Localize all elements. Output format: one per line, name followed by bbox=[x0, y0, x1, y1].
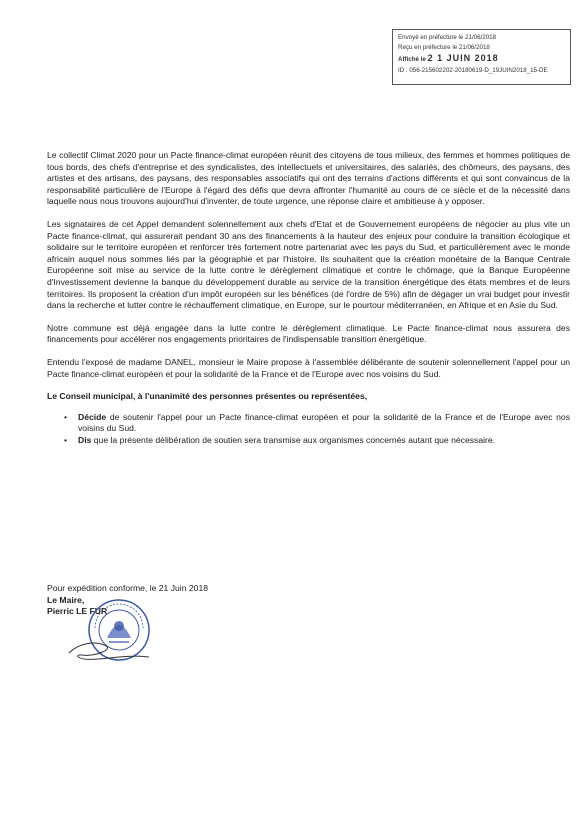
decision-list bbox=[47, 412, 570, 447]
list-item-decide bbox=[78, 412, 570, 435]
stamp-sent-line: Envoyé en préfecture le 21/06/2018 bbox=[398, 34, 497, 41]
paragraph-collectif: Le collectif Climat 2020 pour un Pacte finance-climat européen réunit des citoyens de tous milieux, des femmes et hommes politiques de tous bords, des chefs d'entreprise et des syndicalistes, des intellectuels et universitaires, des salariés, des chômeurs, des paysans, des artistes et des artisans, des paysans, des responsables associatifs qui ont des terrains d'actions différents et qui sont convaincus de la responsabilité particulière de l'Europe à l'égard des défis que devra affronter l'humanité au cours de ce siècle et de la nécessité dans laquelle nous nous trouvons aujourd'hui d'inventer, de toute urgence, une réponse claire et ambitieuse à y opposer. bbox=[47, 150, 570, 207]
stamp-received-line: Reçu en préfecture le 21/06/2018 bbox=[398, 44, 490, 52]
stamp-posted-label: Affiché le bbox=[398, 56, 426, 64]
item-text: de soutenir l'appel pour un Pacte finance-climat européen et pour la solidarité de la France et de l'Europe avec nos voisins du Sud. bbox=[78, 411, 570, 434]
paragraph-signataires: Les signataires de cet Appel demandent solennellement aux chefs d'Etat et de Gouvernement européens de négocier au plus vite un Pacte finance-climat, qui assurerait pendant 30 ans des financements à la hauteur des enjeux pour conduire la transition écologique et solidaire sur le territoire européen et renforcer très fortement notre partenariat avec les pays du Sud, et particulièrement avec le monde africain auquel nous sommes liés par la géographie et par l'histoire. Ils souhaitent que la création monétaire de la Banque Centrale Européenne soit mise au service de la lutte contre le dérèglement climatique et contre le chômage, que la Banque Européenne d'Investissement devienne la banque du développement durable au service de la transition énergétique des états membres et de leurs territoires. Ils proposent la création d'un impôt européen sur les bénéfices (de l'ordre de 5%) afin de dégager un vrai budget pour investir dans la recherche et lutter contre le réchauffement climatique, en Europe, sur le pourtour méditerranéen, en Afrique et en Asie du Sud. bbox=[47, 218, 570, 311]
decision-heading: Le Conseil municipal, à l'unanimité des personnes présentes ou représentées, bbox=[47, 391, 368, 402]
stamp-posted-line bbox=[398, 53, 570, 65]
paragraph-commune: Notre commune est déjà engagée dans la lutte contre le dérèglement climatique. Le Pacte finance-climat nous assurera des financements pour accélérer nos engagements prioritaires de l'indispensable transition énergétique. bbox=[47, 322, 570, 345]
item-keyword: Dis bbox=[78, 434, 92, 445]
stamp-posted-date: 2 1 JUIN 2018 bbox=[427, 53, 499, 64]
prefecture-stamp-box bbox=[392, 29, 571, 85]
signature-date-line: Pour expédition conforme, le 21 Juin 2018 bbox=[47, 583, 208, 593]
paragraph-expose: Entendu l'exposé de madame DANEL, monsieur le Maire propose à l'assemblée délibérante de soutenir solennellement l'appel pour un Pacte finance-climat européen et pour la solidarité de la France et de l'Europe avec nos voisins du Sud. bbox=[47, 356, 570, 379]
signature-title: Le Maire, bbox=[47, 594, 85, 605]
item-text: que la présente délibération de soutien sera transmise aux organismes concernés autant que nécessaire. bbox=[91, 434, 496, 445]
stamp-id-line: ID : 056-215602202-20180619-D_19JUIN2018_15-DE bbox=[398, 66, 548, 74]
handwritten-signature bbox=[64, 635, 154, 665]
deliberation-body bbox=[47, 150, 570, 446]
signature-name: Pierric LE FUR bbox=[47, 606, 108, 617]
list-item-dis bbox=[78, 435, 570, 447]
item-keyword: Décide bbox=[78, 411, 107, 422]
